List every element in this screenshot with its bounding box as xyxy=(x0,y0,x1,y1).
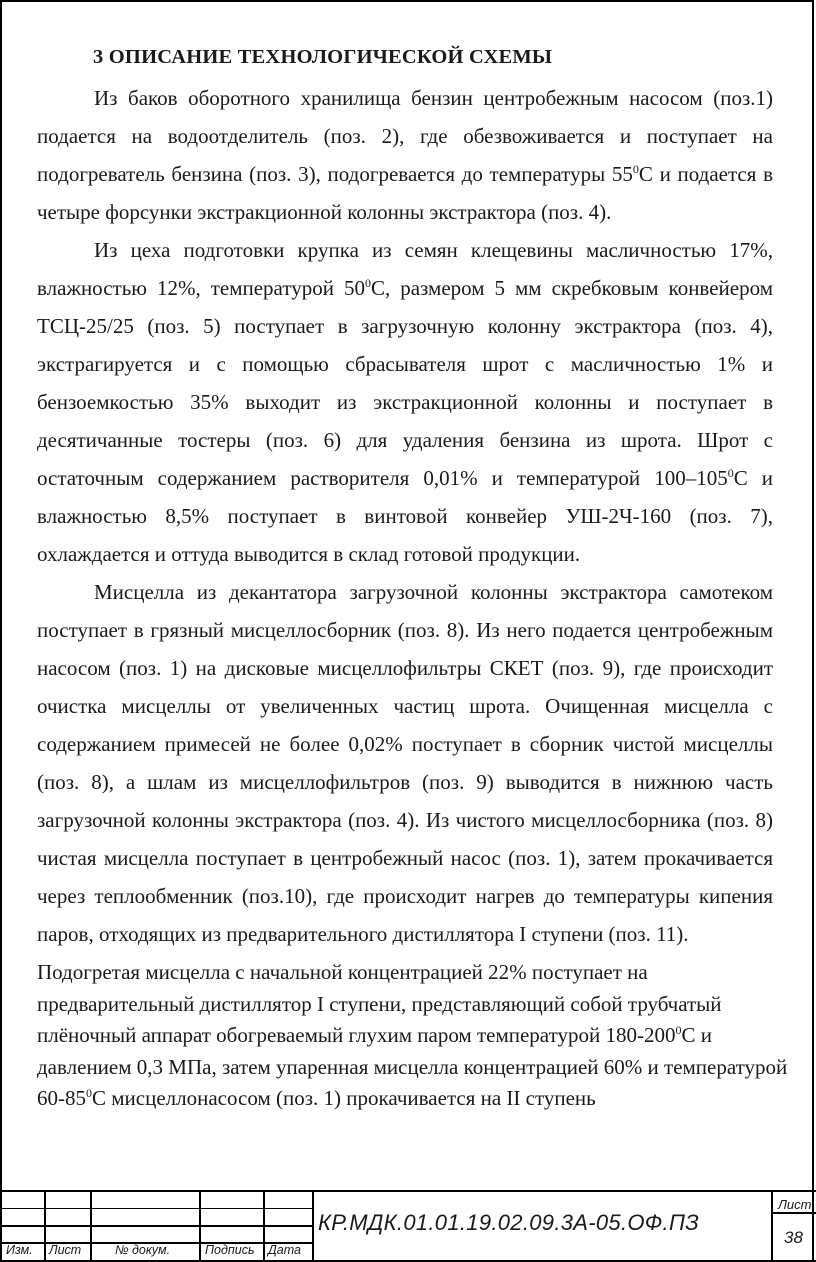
title-block xyxy=(0,1190,816,1262)
paragraph-3 xyxy=(37,573,773,953)
body-text xyxy=(37,79,788,1115)
text-run: С и влажностью 8,5% поступает в винтовой конвейер УШ-2Ч-160 (поз. 7), охлаждается и оттуда выводится в склад готовой продукции. xyxy=(37,466,773,566)
stamp-list-label: Лист xyxy=(49,1243,82,1257)
sheet-label: Лист xyxy=(778,1197,812,1212)
paragraph-2 xyxy=(37,231,773,573)
paragraph-1 xyxy=(37,79,773,231)
sheet-number: 38 xyxy=(784,1228,803,1247)
text-run: С мисцеллонасосом (поз. 1) прокачивается на II ступень xyxy=(92,1086,596,1110)
document-code: КР.МДК.01.01.19.02.09.3А-05.ОФ.ПЗ xyxy=(318,1210,700,1235)
paragraph-4 xyxy=(37,957,797,1115)
stamp-doc-number-label: № докум. xyxy=(115,1243,171,1257)
degree-superscript: 0 xyxy=(86,1086,92,1100)
degree-superscript: 0 xyxy=(364,276,371,290)
text-run: Из баков оборотного хранилища бензин центробежным насосом (поз.1) подается на водоотделитель (поз. 2), где обезвоживается и поступает на подогреватель бензина (поз. 3), подогревается до температуры 55 xyxy=(37,86,773,186)
stamp-izm-label: Изм. xyxy=(6,1243,33,1257)
degree-superscript: 0 xyxy=(727,466,734,480)
stamp-signature-label: Подпись xyxy=(205,1243,255,1257)
section-heading: 3 ОПИСАНИЕ ТЕХНОЛОГИЧЕСКОЙ СХЕМЫ xyxy=(93,46,553,68)
stamp-date-label: Дата xyxy=(268,1243,301,1257)
text-run: С и давлением 0,3 МПа, затем упаренная мисцелла концентрацией 60% и температурой 60-85 xyxy=(37,1023,788,1110)
text-run: С, размером 5 мм скребковым конвейером ТСЦ-25/25 (поз. 5) поступает в загрузочную колонну экстрактора (поз. 4), экстрагируется и с помощью сбрасывателя шрот с масличностью 1% и бензоемкостью 35% выходит из экстракционной колонны и поступает в десятичанные тостеры (поз. 6) для удаления бензина из шрота. Шрот с остаточным содержанием растворителя 0,01% и температурой 100–105 xyxy=(37,276,773,490)
degree-superscript: 0 xyxy=(632,162,639,176)
text-run: Подогретая мисцелла с начальной концентрацией 22% поступает на предварительный дистиллятор I ступени, представляющий собой трубчатый плёночный аппарат обогреваемый глухим паром температурой 180-200 xyxy=(37,960,722,1047)
text-run: Из цеха подготовки крупка из семян клещевины масличностью 17%, влажностью 12%, температурой 50 xyxy=(37,238,773,300)
degree-superscript: 0 xyxy=(675,1023,682,1037)
text-run: С и подается в четыре форсунки экстракционной колонны экстрактора (поз. 4). xyxy=(37,162,773,224)
text-run: Мисцелла из декантатора загрузочной колонны экстрактора самотеком поступает в грязный мисцеллосборник (поз. 8). Из него подается центробежным насосом (поз. 1) на дисковые мисцеллофильтры СКЕТ (поз. 9), где происходит очистка мисцеллы от увеличенных частиц шрота. Очищенная мисцелла с содержанием примесей не более 0,02% поступает в сборник чистой мисцеллы (поз. 8), а шлам из мисцеллофильтров (поз. 9) выводится в нижнюю часть загрузочной колонны экстрактора (поз. 4). Из чистого мисцеллосборника (поз. 8) чистая мисцелла поступает в центробежный насос (поз. 1), затем прокачивается через теплообменник (поз.10), где происходит нагрев до температуры кипения паров, отходящих из предварительного дистиллятора I ступени (поз. 11). xyxy=(37,580,773,946)
